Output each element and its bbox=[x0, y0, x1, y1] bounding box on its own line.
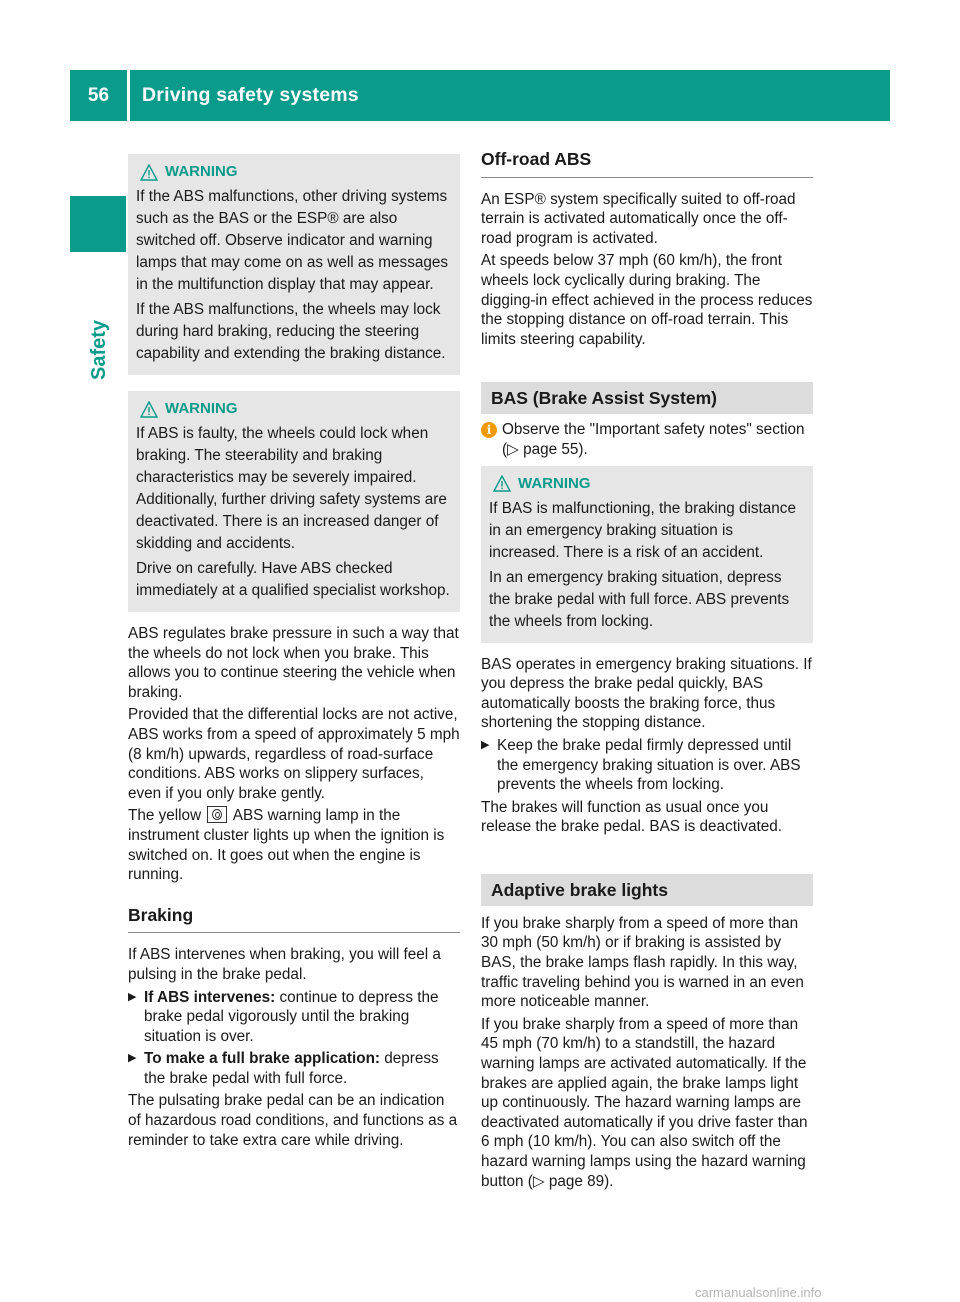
side-tab-label: Safety bbox=[88, 319, 111, 381]
warning-box bbox=[481, 466, 813, 643]
adaptive-brake-lights-heading: Adaptive brake lights bbox=[481, 874, 813, 906]
body-paragraph: BAS operates in emergency braking situations. If you depress the brake pedal quickly, BAS automatically boosts the braking force, thus shortening the stopping distance. bbox=[481, 655, 812, 732]
arrow-right-icon: ▶ bbox=[128, 1052, 137, 1065]
body-paragraph: At speeds below 37 mph (60 km/h), the front wheels lock cyclically during braking. The digging-in effect achieved in the process reduces the stopping distance on off-road terrain. This limits steering capability. bbox=[481, 252, 813, 348]
watermark: carmanualsonline.info bbox=[695, 1285, 822, 1300]
warning-box bbox=[128, 391, 460, 612]
body-paragraph: If ABS intervenes when braking, you will feel a pulsing in the brake pedal. bbox=[128, 946, 441, 983]
list-item: ▶ To make a full brake application: depress the brake pedal with full force. bbox=[128, 1050, 439, 1087]
body-paragraph: The yellow ABS warning lamp in the instrument cluster lights up when the ignition is switched on. It goes out when the engine is running. bbox=[128, 807, 445, 884]
warning-text: If the ABS malfunctions, the wheels may lock during hard braking, reducing the steering capability and extending the braking distance. bbox=[136, 301, 446, 362]
warning-text: If the ABS malfunctions, other driving systems such as the BAS or the ESP® are also switched off. Observe indicator and warning lamps that may come on as well as messages in the multifunction display that may appear. bbox=[136, 188, 449, 293]
body-paragraph: An ESP® system specifically suited to off-road terrain is activated automatically once the off-road program is activated. bbox=[481, 190, 796, 247]
arrow-right-icon: ▶ bbox=[128, 990, 137, 1003]
warning-heading: WARNING bbox=[140, 399, 452, 419]
body-paragraph: Provided that the differential locks are not active, ABS works from a speed of approximately 5 mph (8 km/h) upwards, regardless of road-surface conditions. ABS works on slippery surfaces, even if you only brake gently. bbox=[128, 706, 460, 802]
body-paragraph: The brakes will function as usual once you release the brake pedal. BAS is deactivated. bbox=[481, 798, 783, 836]
offroad-abs-heading: Off-road ABS bbox=[481, 150, 813, 178]
warning-text: If BAS is malfunctioning, the braking distance in an emergency braking situation is increased. There is a risk of an accident. bbox=[489, 499, 796, 561]
left-column bbox=[128, 154, 460, 1153]
info-icon: i bbox=[481, 422, 497, 438]
braking-heading: Braking bbox=[128, 906, 460, 934]
warning-triangle-icon bbox=[140, 164, 158, 181]
body-paragraph: If you brake sharply from a speed of more than 30 mph (50 km/h) or if braking is assisted by BAS, the brake lamps flash rapidly. In this way, traffic traveling behind you is warned in an even more noticeable manner. bbox=[481, 914, 804, 1011]
page-number: 56 bbox=[87, 85, 110, 106]
list-item: ▶ If ABS intervenes: continue to depress the brake pedal vigorously until the braking situation is over. bbox=[128, 988, 439, 1045]
warning-text: Drive on carefully. Have ABS checked immediately at a qualified specialist workshop. bbox=[136, 560, 450, 599]
warning-text: In an emergency braking situation, depress the brake pedal with full force. ABS prevents the wheels from locking. bbox=[489, 568, 790, 630]
body-paragraph: If you brake sharply from a speed of more than 45 mph (70 km/h) to a standstill, the hazard warning lamps are activated automatically. If the brakes are applied again, the brake lamps light up continuously. The hazard warning lamps are deactivated automatically if you drive faster than 6 mph (10 km/h). You can also switch off the hazard warning lamps using the hazard warning button (▷ page 89). bbox=[481, 1015, 808, 1190]
warning-triangle-icon bbox=[493, 475, 511, 492]
warning-text: If ABS is faulty, the wheels could lock when braking. The steerability and braking characteristics may be severely impaired. Additionally, further driving safety systems are deactivated. There is an increased danger of skidding and accidents. bbox=[136, 425, 447, 552]
arrow-right-icon: ▶ bbox=[481, 738, 490, 751]
side-tab-block bbox=[70, 196, 126, 252]
bas-heading: BAS (Brake Assist System) bbox=[481, 382, 813, 414]
warning-heading: WARNING bbox=[140, 162, 452, 182]
section-title: Driving safety systems bbox=[142, 84, 359, 106]
body-paragraph: ABS regulates brake pressure in such a way that the wheels do not lock when you brake. This allows you to continue steering the vehicle when braking. bbox=[128, 625, 459, 701]
right-column bbox=[481, 150, 813, 1194]
abs-warning-lamp-icon bbox=[207, 806, 227, 823]
warning-heading: WARNING bbox=[493, 474, 805, 494]
header-separator bbox=[127, 70, 130, 121]
warning-triangle-icon bbox=[140, 401, 158, 418]
warning-box bbox=[128, 154, 460, 375]
page-header bbox=[70, 70, 890, 121]
body-paragraph: The pulsating brake pedal can be an indication of hazardous road conditions, and functions as a reminder to take extra care while driving. bbox=[128, 1092, 458, 1149]
info-note: i Observe the "Important safety notes" section (▷ page 55). bbox=[481, 420, 813, 459]
list-item: ▶ Keep the brake pedal firmly depressed until the emergency braking situation is over. ABS prevents the wheels from locking. bbox=[481, 736, 801, 794]
